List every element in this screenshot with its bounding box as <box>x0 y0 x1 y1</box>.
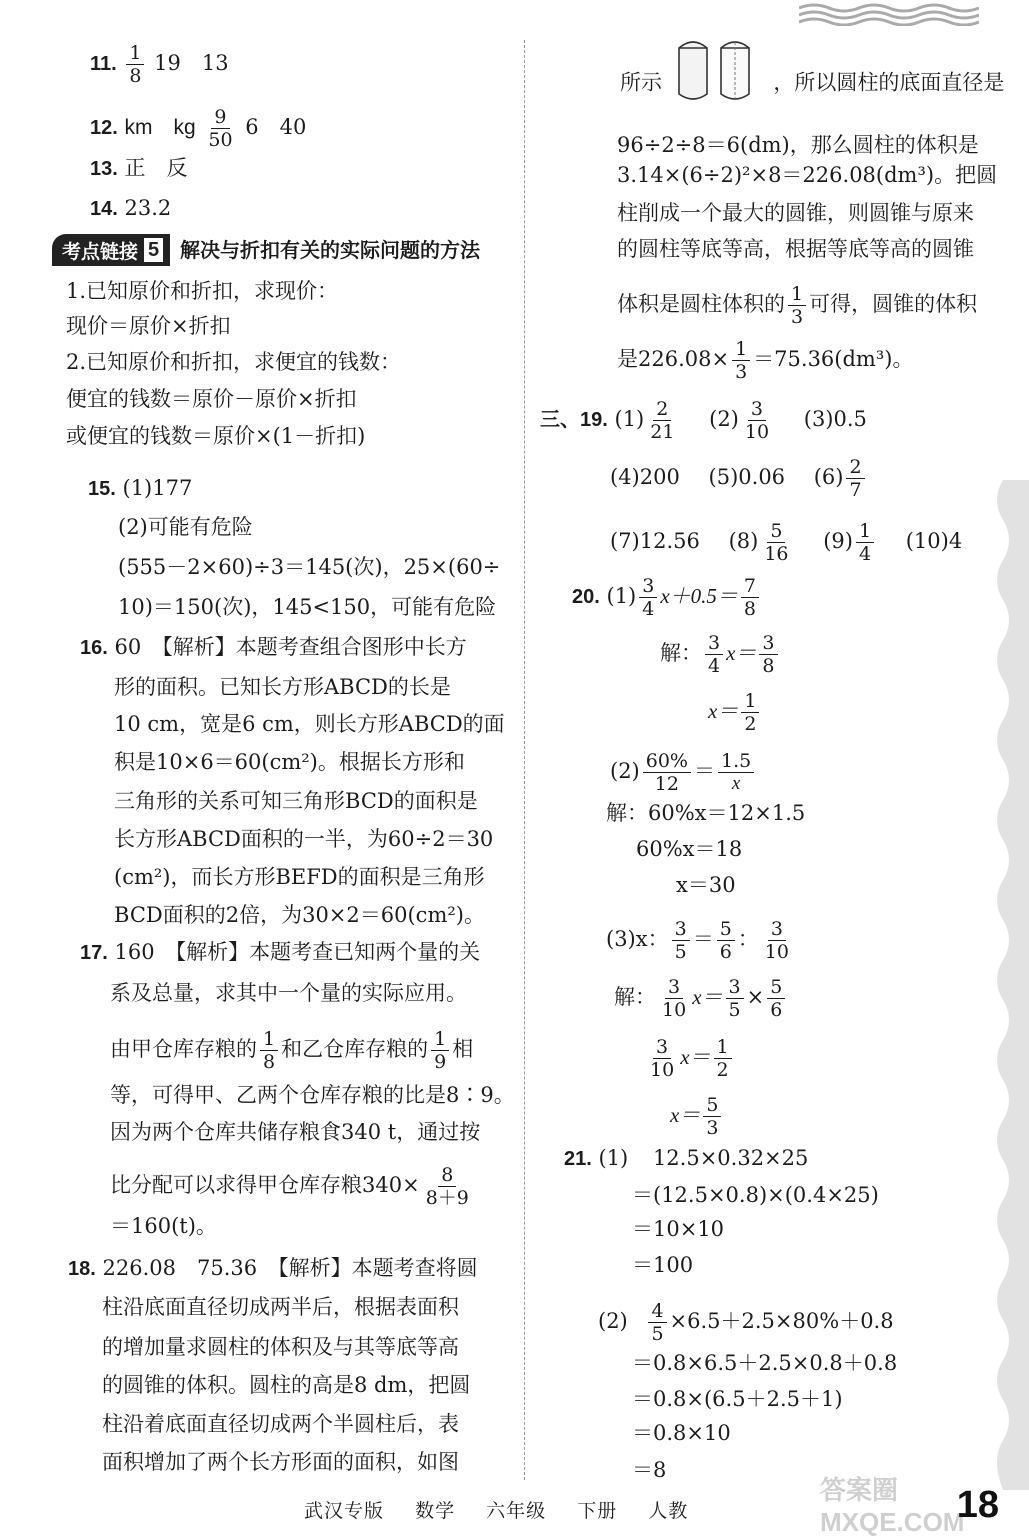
q17-line: 系及总量，求其中一个量的实际应用。 <box>110 981 467 1005</box>
q16-line: 16. 60 【解析】本题考查组合图形中长方 <box>80 635 467 659</box>
q18-line: 的圆锥的体积。圆柱的高是8 dm，把圆 <box>102 1373 471 1397</box>
r-line: 所示 ，所以圆柱的底面直径是 <box>620 64 1004 104</box>
r-line: 3.14×(6÷2)²×8＝226.08(dm³)。把圆 <box>617 163 998 187</box>
fraction: $\frac{3}{4}$ <box>705 632 723 677</box>
fraction: $\frac{1}{8}$ <box>126 42 144 87</box>
q12: 12. km kg $\frac{9}{50}$ 6 40 <box>90 106 307 151</box>
tip-line: 便宜的钱数＝原价－原价×折扣 <box>66 387 357 411</box>
top-decoration <box>799 2 979 26</box>
q18-line: 18. 226.08 75.36 【解析】本题考查将圆 <box>68 1256 478 1280</box>
q19-row: (4)200 (5)0.06 (6) $\frac{2}{7}$ <box>610 456 868 501</box>
q21-line: ＝0.8×10 <box>632 1421 731 1445</box>
q17-line: 等，可得甲、乙两个仓库存粮的比是8∶9。 <box>110 1083 515 1107</box>
q20-line: 解： $\frac{3}{10}$ x＝ $\frac{3}{5}$ × $\frac{5}{6}$ <box>614 976 788 1021</box>
fraction: $\frac{8}{8+9}$ <box>425 1164 469 1209</box>
q21-line: ＝0.8×6.5＋2.5×0.8＋0.8 <box>632 1351 898 1375</box>
fraction: $\frac{9}{50}$ <box>208 106 233 151</box>
fraction: $\frac{3}{10}$ <box>650 1036 675 1081</box>
q21-line: (2) $\frac{4}{5}$ ×6.5＋2.5×80%＋0.8 <box>598 1300 894 1345</box>
r-line: 体积是圆柱体积的 $\frac{1}{3}$ 可得，圆锥的体积 <box>617 283 978 328</box>
fraction: $\frac{3}{5}$ <box>672 918 690 963</box>
half-cylinders-figure <box>673 34 763 104</box>
q21-line: ＝8 <box>632 1458 667 1482</box>
fraction: $\frac{5}{6}$ <box>717 918 735 963</box>
q20-line: (3)x： $\frac{3}{5}$ ＝ $\frac{5}{6}$ ： $\frac{3}{10}$ <box>606 918 795 963</box>
q13: 13. 正 反 <box>90 156 188 180</box>
q11: 11. $\frac{1}{8}$ 19 13 <box>90 42 229 87</box>
q21-line: ＝100 <box>632 1253 694 1277</box>
q20-line: $\frac{3}{10}$ x＝ $\frac{1}{2}$ <box>644 1036 735 1081</box>
q16-line: 形的面积。已知长方形ABCD的长是 <box>114 675 451 699</box>
q21-line: ＝10×10 <box>632 1217 725 1241</box>
q17-line: 17. 160 【解析】本题考查已知两个量的关 <box>80 940 481 964</box>
fraction: $\frac{4}{5}$ <box>648 1300 666 1345</box>
q21-line: ＝(12.5×0.8)×(0.4×25) <box>632 1183 879 1207</box>
q16-line: (cm²)，而长方形BEFD的面积是三角形 <box>114 865 485 889</box>
q21-line: 21. (1) 12.5×0.32×25 <box>564 1146 809 1170</box>
fraction: $\frac{5}{16}$ <box>764 520 789 565</box>
r-line: 柱削成一个最大的圆锥，则圆锥与原来 <box>617 201 974 225</box>
q17-line: 比分配可以求得甲仓库存粮340× $\frac{8}{8+9}$ <box>110 1164 475 1209</box>
tip-line: 现价＝原价×折扣 <box>66 314 231 338</box>
watermark: 答案圈 MXQE.COM <box>820 1475 965 1537</box>
tip-line: 2.已知原价和折扣，求便宜的钱数： <box>66 350 402 374</box>
tip-line: 1.已知原价和折扣，求现价： <box>66 279 339 303</box>
q20-line: x＝ $\frac{5}{3}$ <box>670 1094 724 1139</box>
section-heading: 解决与折扣有关的实际问题的方法 <box>180 240 480 262</box>
fraction: $\frac{60\%}{12}$ <box>643 750 691 795</box>
q18-line: 柱沿底面直径切成两半后，根据表面积 <box>102 1295 459 1319</box>
page-edge-decoration <box>989 480 1029 1490</box>
q17-line: ＝160(t)。 <box>110 1214 217 1238</box>
fraction: $\frac{3}{4}$ <box>639 575 657 620</box>
r-line: 是226.08× $\frac{1}{3}$ ＝75.36(dm³)。 <box>617 338 914 383</box>
section-tag: 考点链接 5 <box>52 234 170 266</box>
q20-line: 20. (1) $\frac{3}{4}$ x＋0.5＝ $\frac{7}{8}$ <box>572 575 762 620</box>
q16-line: 10 cm，宽是6 cm，则长方形ABCD的面 <box>114 712 505 736</box>
q16-line: BCD面积的2倍，为30×2＝60(cm²)。 <box>114 903 485 927</box>
q20-line: (2) $\frac{60\%}{12}$ ＝ $\frac{1.5}{x}$ <box>610 750 757 795</box>
q20-line: x＝ $\frac{1}{2}$ <box>708 690 762 735</box>
fraction: $\frac{5}{6}$ <box>767 976 785 1021</box>
fraction: $\frac{1}{2}$ <box>741 690 759 735</box>
r-line: 的圆柱等底等高，根据等底等高的圆锥 <box>617 237 974 261</box>
page-number: 18 <box>956 1484 999 1526</box>
fraction: $\frac{3}{5}$ <box>726 976 744 1021</box>
column-divider <box>524 40 525 1480</box>
q15-line: (555－2×60)÷3＝145(次)，25×(60÷ <box>118 555 501 579</box>
fraction: $\frac{1}{3}$ <box>732 338 750 383</box>
tip-line: 或便宜的钱数＝原价×(1－折扣) <box>66 424 366 448</box>
q21-line: ＝0.8×(6.5＋2.5＋1) <box>632 1387 843 1411</box>
q18-line: 面积增加了两个长方形面的面积，如图 <box>102 1450 459 1474</box>
fraction: $\frac{1}{3}$ <box>788 283 806 328</box>
fraction: $\frac{5}{3}$ <box>703 1094 721 1139</box>
q16-line: 长方形ABCD面积的一半，为60÷2＝30 <box>114 827 494 851</box>
fraction: $\frac{7}{8}$ <box>741 575 759 620</box>
q20-line: 解： $\frac{3}{4}$ x＝ $\frac{3}{8}$ <box>660 632 781 677</box>
section-number-badge: 5 <box>144 238 163 262</box>
fraction: $\frac{1}{2}$ <box>714 1036 732 1081</box>
fraction: $\frac{2}{7}$ <box>846 456 864 501</box>
fraction: $\frac{1.5}{x}$ <box>718 750 754 795</box>
q17-line: 由甲仓库存粮的 $\frac{1}{8}$ 和乙仓库存粮的 $\frac{1}{9}$ 相 <box>110 1028 474 1073</box>
fraction: $\frac{1}{8}$ <box>260 1028 278 1073</box>
r-line: 96÷2÷8＝6(dm)，那么圆柱的体积是 <box>617 133 979 157</box>
footer: 武汉专版 数学 六年级 下册 人教 <box>304 1500 689 1522</box>
fraction: $\frac{3}{10}$ <box>744 398 770 443</box>
q18-line: 柱沿着底面直径切成两个半圆柱后，表 <box>102 1412 459 1436</box>
q19-row: 三、19. (1) $\frac{2}{21}$ (2) $\frac{3}{10}$ (3)0.5 <box>540 398 867 443</box>
q20-line: 解：60%x＝12×1.5 <box>606 801 806 825</box>
q17-line: 因为两个仓库共储存粮食340 t，通过按 <box>110 1120 481 1144</box>
fraction: $\frac{2}{21}$ <box>650 398 675 443</box>
q20-line: x＝30 <box>676 873 736 897</box>
q15-line: 15. (1)177 <box>88 476 193 500</box>
q16-line: 积是10×6＝60(cm²)。根据长方形和 <box>114 750 465 774</box>
fraction: $\frac{1}{4}$ <box>856 520 874 565</box>
fraction: $\frac{3}{10}$ <box>764 918 789 963</box>
q14: 14. 23.2 <box>90 196 172 220</box>
q20-line: 60%x＝18 <box>636 837 743 861</box>
q18-line: 的增加量求圆柱的体积及与其等底等高 <box>102 1335 459 1359</box>
q15-line: (2)可能有危险 <box>118 515 253 539</box>
q19-row: (7)12.56 (8) $\frac{5}{16}$ (9) $\frac{1}{4}$ (10)4 <box>610 520 963 565</box>
fraction: $\frac{3}{10}$ <box>662 976 687 1021</box>
q15-line: 10)＝150(次)，145<150，可能有危险 <box>118 595 497 619</box>
q16-line: 三角形的关系可知三角形BCD的面积是 <box>114 789 478 813</box>
fraction: $\frac{3}{8}$ <box>759 632 777 677</box>
fraction: $\frac{1}{9}$ <box>431 1028 449 1073</box>
